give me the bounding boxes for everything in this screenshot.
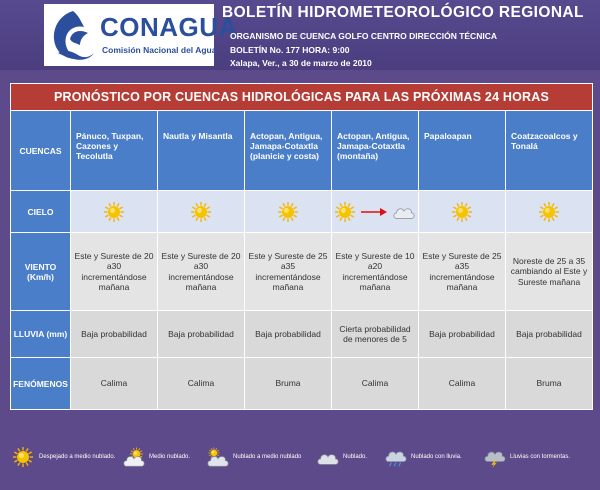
sky-cell: [71, 191, 158, 233]
storm-cloud-icon: [483, 446, 507, 468]
sun-icon: [190, 201, 212, 223]
logo-name: CONAGUA: [100, 12, 238, 42]
conagua-logo: [44, 4, 238, 66]
sun-icon: [277, 201, 299, 223]
weather-legend: [0, 438, 600, 478]
cuenca-header: Actopan, Antigua, Jamapa-Cotaxtla (montaña): [332, 111, 419, 191]
sun-icon: [12, 446, 36, 468]
phenomena-cell: Calima: [332, 358, 419, 410]
rain-cell: Cierta probabilidad de menores de 5: [332, 311, 419, 358]
row-header-lluvia: LLUVIA (mm): [10, 311, 71, 358]
legend-label: Despejado a medio nublado.: [39, 454, 116, 460]
bulletin-number: BOLETÍN No. 177 HORA: 9:00: [230, 45, 350, 55]
sky-cell: [419, 191, 506, 233]
phenomena-cell: Bruma: [245, 358, 332, 410]
sky-cell: [506, 191, 593, 233]
forecast-banner: PRONÓSTICO POR CUENCAS HIDROLÓGICAS PARA LAS PRÓXIMAS 24 HORAS: [10, 83, 593, 111]
rain-cell: Baja probabilidad: [158, 311, 245, 358]
organization-line: ORGANISMO DE CUENCA GOLFO CENTRO DIRECCIÓN TÉCNICA: [230, 31, 497, 41]
sun-icon: [334, 201, 356, 223]
row-header-cielo: CIELO: [10, 191, 71, 233]
logo-subtitle: Comisión Nacional del Agua: [102, 45, 217, 55]
phenomena-cell: Calima: [158, 358, 245, 410]
legend-item: [384, 446, 462, 468]
cuenca-header: Pánuco, Tuxpan, Cazones y Tecolutla: [71, 111, 158, 191]
page-title: BOLETÍN HIDROMETEOROLÓGICO REGIONAL: [222, 4, 584, 21]
row-header-fenomenos: FENÓMENOS: [10, 358, 71, 410]
sun-icon: [103, 201, 125, 223]
rain-cell: Baja probabilidad: [245, 311, 332, 358]
legend-label: Nublado con lluvia.: [411, 454, 462, 460]
sun-cloud-icon: [122, 446, 146, 468]
forecast-table: [10, 111, 593, 410]
row-header-cuencas: CUENCAS: [10, 111, 71, 191]
rain-cloud-icon: [384, 446, 408, 468]
cuenca-header: Coatzacoalcos y Tonalá: [506, 111, 593, 191]
sun-icon: [451, 201, 473, 223]
cloud-icon: [392, 203, 416, 221]
legend-item: [206, 446, 301, 468]
sun-icon: [538, 201, 560, 223]
cloud-sun-icon: [206, 446, 230, 468]
phenomena-cell: Calima: [419, 358, 506, 410]
arrow-right-icon: [360, 207, 388, 217]
legend-label: Nublado.: [343, 454, 368, 460]
legend-label: Lluvias con tormentas.: [510, 454, 571, 460]
wind-cell: Este y Sureste de 20 a30 incrementándose mañana: [158, 233, 245, 311]
cuenca-header: Papaloapan: [419, 111, 506, 191]
legend-label: Nublado a medio nublado: [233, 454, 302, 460]
phenomena-cell: Bruma: [506, 358, 593, 410]
conagua-wave-icon: [50, 9, 96, 61]
cuenca-header: Nautla y Misantla: [158, 111, 245, 191]
wind-cell: Este y Sureste de 20 a30 incrementándose mañana: [71, 233, 158, 311]
wind-cell: Este y Sureste de 10 a20 incrementándose mañana: [332, 233, 419, 311]
sky-cell: [332, 191, 419, 233]
sky-cell: [245, 191, 332, 233]
row-header-viento: VIENTO (Km/h): [10, 233, 71, 311]
legend-item: [316, 446, 367, 468]
legend-item: [483, 446, 570, 468]
page-header: [0, 0, 600, 70]
cuenca-header: Actopan, Antigua, Jamapa-Cotaxtla (planicie y costa): [245, 111, 332, 191]
wind-cell: Este y Sureste de 25 a35 incrementándose mañana: [419, 233, 506, 311]
cloud-icon: [316, 446, 340, 468]
rain-cell: Baja probabilidad: [419, 311, 506, 358]
wind-cell: Noreste de 25 a 35 cambiando al Este y Sureste mañana: [506, 233, 593, 311]
location-date: Xalapa, Ver., a 30 de marzo de 2010: [230, 58, 372, 68]
sky-cell: [158, 191, 245, 233]
wind-cell: Este y Sureste de 25 a35 incrementándose mañana: [245, 233, 332, 311]
legend-item: [12, 446, 115, 468]
rain-cell: Baja probabilidad: [71, 311, 158, 358]
legend-label: Medio nublado.: [149, 454, 191, 460]
legend-item: [122, 446, 190, 468]
phenomena-cell: Calima: [71, 358, 158, 410]
rain-cell: Baja probabilidad: [506, 311, 593, 358]
